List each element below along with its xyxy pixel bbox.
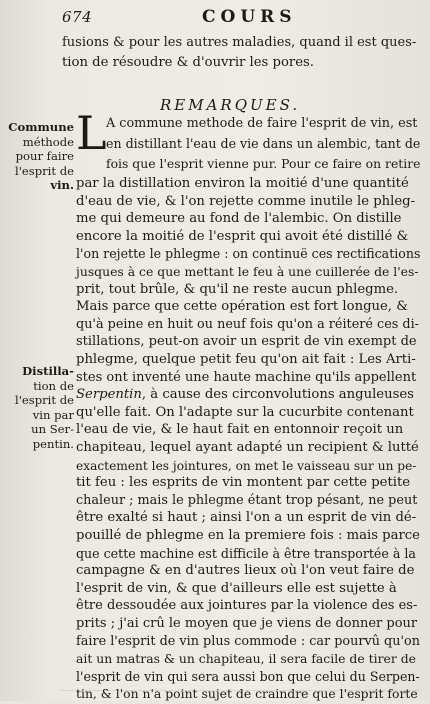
body-line: en distillant l'eau de vie dans un alembic, tant de	[106, 136, 421, 151]
body-line: phlegme, quelque petit feu qu'on ait fait : Les Arti-	[76, 352, 416, 367]
body-line: qu'elle fait. On l'adapte sur la cucurbite contenant	[76, 404, 414, 420]
body-line: l'esprit de vin qui sera aussi bon que celui du Serpen-	[76, 668, 420, 684]
margin-note-line: Commune	[8, 120, 74, 134]
margin-note-line: tion de	[33, 378, 74, 393]
body-line: fois que l'esprit vienne pur. Pour ce faire on retire	[106, 156, 421, 171]
body-line: A commune methode de faire l'esprit de vin, est	[106, 116, 418, 131]
body-line: encore la moitié de l'esprit qui avoit été distillé &	[76, 228, 409, 244]
margin-note-line: un Ser-	[31, 422, 74, 437]
intro-line: tion de résoudre & d'ouvrir les pores.	[62, 55, 314, 70]
body-line: jusques à ce que mettant le feu à une cuillerée de l'es-	[76, 264, 419, 279]
margin-note-line: l'esprit de	[14, 163, 74, 178]
page-number: 674	[62, 8, 93, 26]
body-line: exactement les jointures, on met le vaisseau sur un pe-	[76, 458, 417, 473]
section-heading: REMARQUES.	[160, 96, 301, 114]
body-line: chapiteau, lequel ayant adapté un recipient & lutté	[76, 440, 419, 455]
body-line: l'on rejette le phlegme : on continuë ces rectifications	[76, 246, 421, 262]
body-line: stillations, peut-on avoir un esprit de vin exempt de	[76, 334, 417, 350]
body-line: faire l'esprit de vin plus commode : car pourvû qu'on	[76, 633, 420, 649]
body-line: prit, tout brûle, & qu'il ne reste aucun phlegme.	[76, 281, 399, 297]
body-line: pouillé de phlegme en la premiere fois : mais parce	[76, 528, 420, 543]
margin-note-line: vin.	[50, 178, 74, 193]
body-line: chaleur ; mais le phlegme étant trop pésant, ne peut	[76, 492, 418, 508]
body-line: qu'à peine en huit ou neuf fois qu'on a réiteré ces di-	[76, 316, 420, 332]
body-line: être dessoudée aux jointures par la violence des es-	[76, 598, 418, 614]
margin-note-line: l'esprit de	[14, 393, 74, 408]
body-line: Serpentin, à cause des circonvolutions anguleuses	[76, 387, 414, 403]
margin-note-distillation	[4, 364, 74, 452]
body-line: campagne & en d'autres lieux où l'on veut faire de	[76, 563, 415, 579]
margin-note-commune	[4, 120, 74, 193]
margin-note-line: pentin.	[32, 436, 74, 451]
running-title: COURS	[202, 7, 297, 27]
margin-note-line: pour faire	[15, 149, 74, 164]
margin-note-line: vin par	[32, 407, 74, 422]
drop-cap: L	[76, 106, 107, 160]
body-line: ait un matras & un chapiteau, il sera facile de tirer de	[76, 651, 416, 667]
page-header	[62, 8, 422, 28]
body-line: stes ont inventé une haute machine qu'ils appellent	[76, 369, 417, 385]
body-line: l'eau de vie, & le haut fait en entonnoir reçoit un	[76, 422, 404, 438]
body-line: me qui demeure au fond de l'alembic. On distille	[76, 211, 402, 227]
body-line: d'eau de vie, & l'on rejette comme inutile le phleg-	[76, 193, 416, 209]
margin-note-line: Distilla-	[22, 364, 74, 378]
body-line: Mais parce que cette opération est fort longue, &	[76, 299, 408, 315]
body-line: tit feu : les esprits de vin montent par cette petite	[76, 475, 411, 491]
margin-note-line: méthode	[22, 134, 74, 149]
body-line: être exalté si haut ; ainsi l'on a un esprit de vin dé-	[76, 510, 417, 526]
body-line: tin, & l'on n'a point sujet de craindre que l'esprit forte	[76, 686, 418, 702]
body-line: l'esprit de vin, & que d'ailleurs elle est sujette à	[76, 580, 397, 596]
body-line: prits ; j'ai crû le moyen que je viens de donner pour	[76, 616, 418, 631]
body-line: par la distillation environ la moitié d'une quantité	[76, 176, 409, 191]
body-line: que cette machine est difficile à être transportée à la	[76, 545, 416, 561]
page-bottom-edge	[60, 690, 420, 691]
intro-line: fusions & pour les autres maladies, quand il est ques-	[62, 35, 417, 50]
